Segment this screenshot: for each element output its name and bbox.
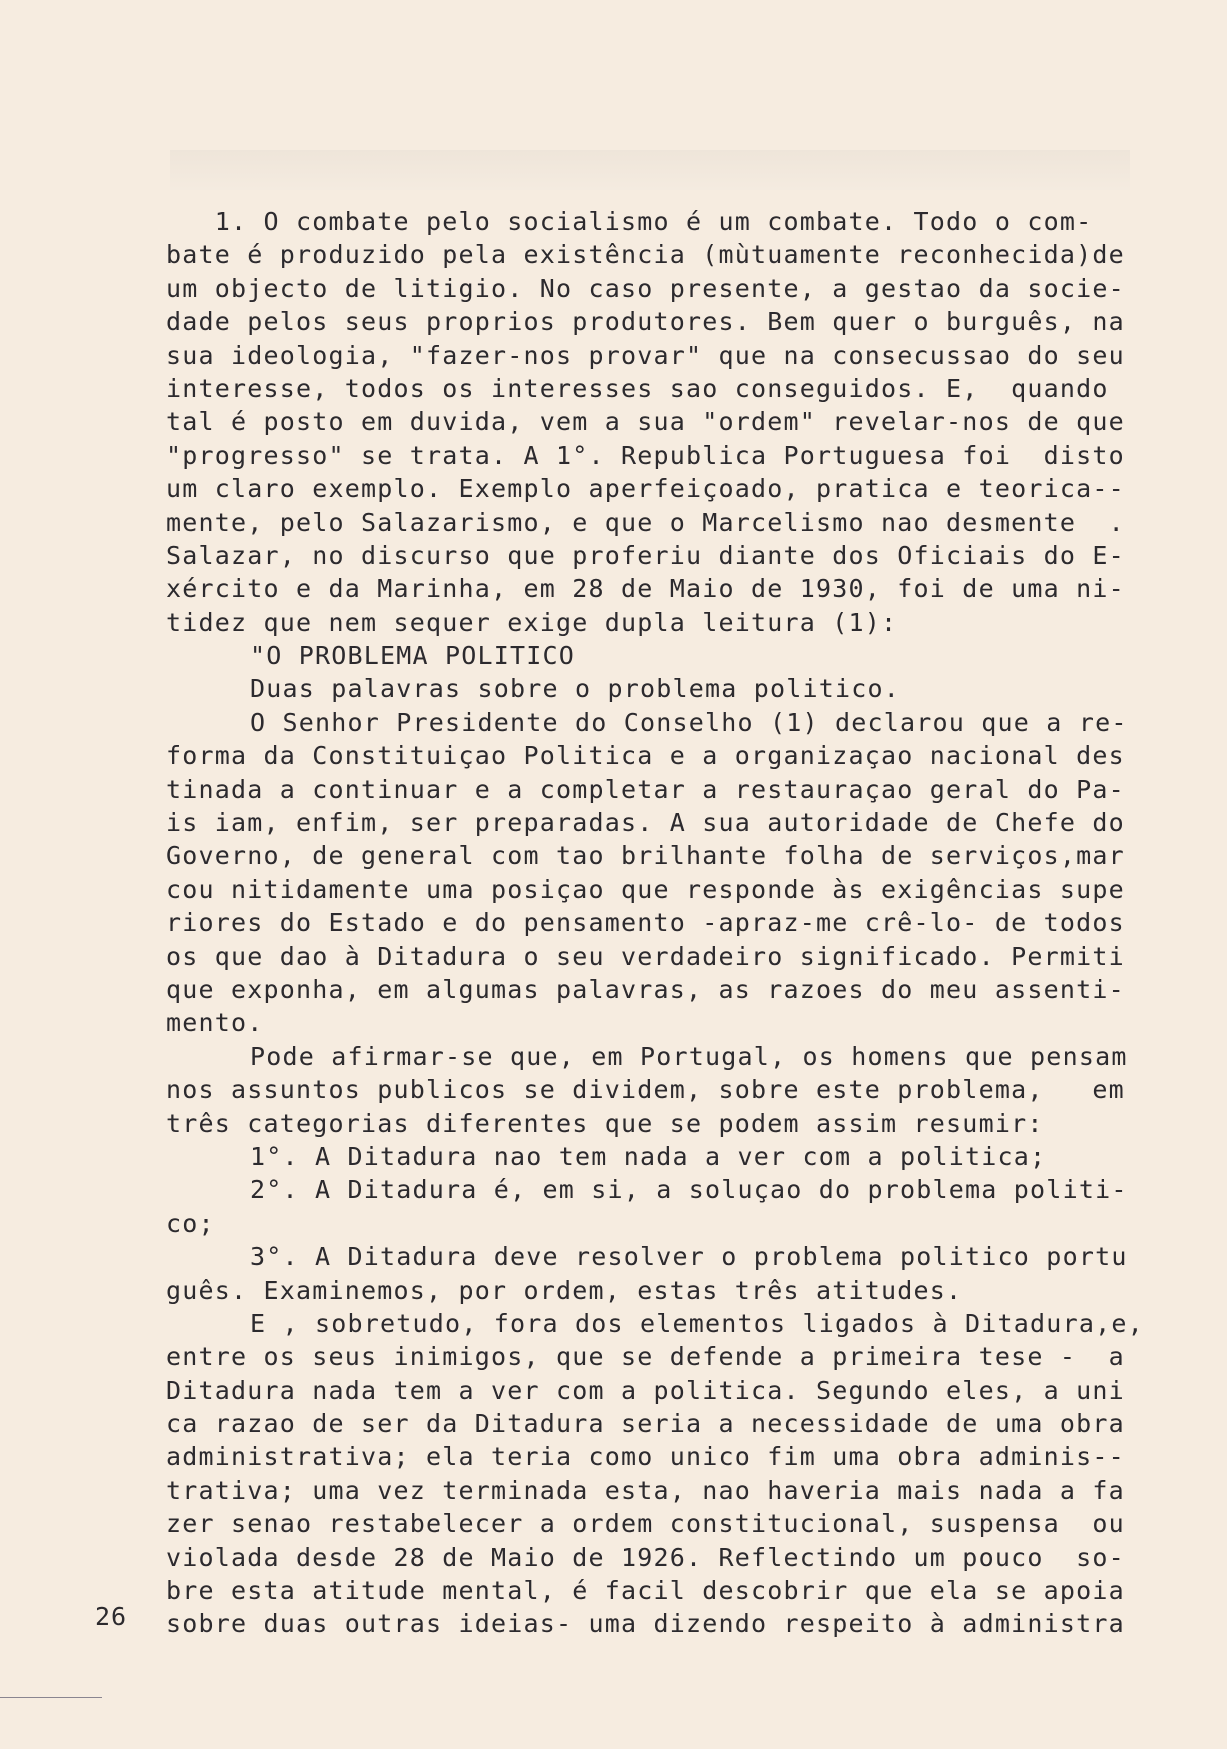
text-line: interesse, todos os interesses sao conseguidos. E, quando [166,373,1109,403]
text-line: dade pelos seus proprios produtores. Bem quer o burguês, na [166,307,1125,337]
text-line: nos assuntos publicos se dividem, sobre este problema, em [166,1075,1125,1105]
text-line: três categorias diferentes que se podem assim resumir: [166,1108,1044,1138]
footer-rule [0,1697,102,1698]
text-line: O Senhor Presidente do Conselho (1) declarou que a re- [250,707,1128,737]
text-line: co; [166,1208,215,1238]
text-line: violada desde 28 de Maio de 1926. Reflectindo um pouco so- [166,1542,1125,1572]
text-line: que exponha, em algumas palavras, as razoes do meu assenti- [166,974,1125,1004]
text-line: sua ideologia, "fazer-nos provar" que na consecussao do seu [166,340,1125,370]
text-line: 2°. A Ditadura é, em si, a soluçao do problema politi- [250,1175,1128,1205]
text-line: guês. Examinemos, por ordem, estas três atitudes. [166,1275,963,1305]
text-line: 3°. A Ditadura deve resolver o problema politico portu [250,1242,1128,1272]
text-line: sobre duas outras ideias- uma dizendo respeito à administra [166,1609,1125,1639]
text-line: Duas palavras sobre o problema politico. [250,674,901,704]
text-line: administrativa; ela teria como unico fim uma obra adminis-- [166,1442,1125,1472]
text-line: tinada a continuar e a completar a restauraçao geral do Pa- [166,774,1125,804]
text-line: Salazar, no discurso que proferiu diante dos Oficiais do E- [166,540,1125,570]
text-line: "O PROBLEMA POLITICO [250,641,576,671]
text-line: xército e da Marinha, em 28 de Maio de 1930, foi de uma ni- [166,574,1125,604]
faint-bleed-through [170,150,1130,190]
text-line: zer senao restabelecer a ordem constitucional, suspensa ou [166,1509,1125,1539]
text-line: Pode afirmar-se que, em Portugal, os homens que pensam [250,1041,1128,1071]
text-line: "progresso" se trata. A 1°. Republica Portuguesa foi disto [166,440,1125,470]
text-line: bre esta atitude mental, é facil descobrir que ela se apoia [166,1576,1125,1606]
text-line: E , sobretudo, fora dos elementos ligados à Ditadura,e, [250,1308,1144,1338]
text-line: mento. [166,1008,264,1038]
text-line: riores do Estado e do pensamento -apraz-me crê-lo- de todos [166,908,1125,938]
text-line: ca razao de ser da Ditadura seria a necessidade de uma obra [166,1409,1125,1439]
text-line: 1°. A Ditadura nao tem nada a ver com a politica; [250,1141,1047,1171]
text-line: bate é produzido pela existência (mùtuamente reconhecida)de [166,240,1125,270]
body-text [166,205,1156,1641]
text-line: os que dao à Ditadura o seu verdadeiro significado. Permiti [166,941,1125,971]
text-line: Ditadura nada tem a ver com a politica. Segundo eles, a uni [166,1375,1125,1405]
text-line: forma da Constituiçao Politica e a organizaçao nacional des [166,741,1125,771]
text-line: um objecto de litigio. No caso presente, a gestao da socie- [166,273,1125,303]
text-line: cou nitidamente uma posiçao que responde às exigências supe [166,874,1125,904]
text-line: 1. O combate pelo socialismo é um combate. Todo o com- [166,207,1093,236]
page-number: 26 [95,1602,128,1631]
text-line: um claro exemplo. Exemplo aperfeiçoado, pratica e teorica-- [166,474,1125,504]
text-line: entre os seus inimigos, que se defende a primeira tese - a [166,1342,1125,1372]
text-line: tal é posto em duvida, vem a sua "ordem" revelar-nos de que [166,407,1125,437]
text-line: Governo, de general com tao brilhante folha de serviços,mar [166,841,1125,871]
text-line: is iam, enfim, ser preparadas. A sua autoridade de Chefe do [166,808,1125,838]
text-line: trativa; uma vez terminada esta, nao haveria mais nada a fa [166,1475,1125,1505]
text-line: mente, pelo Salazarismo, e que o Marcelismo nao desmente . [166,507,1125,537]
text-line: tidez que nem sequer exige dupla leitura (1): [166,607,898,637]
